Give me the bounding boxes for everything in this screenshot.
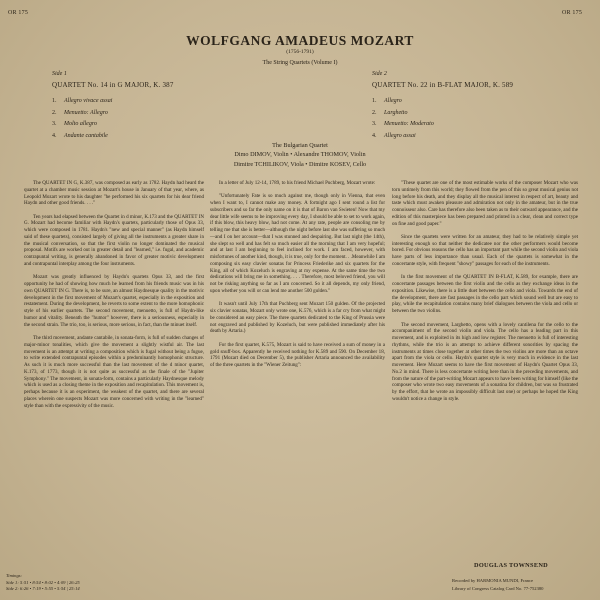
side2-quartet-title: QUARTET No. 22 in B-FLAT MAJOR, K. 589 <box>372 81 514 89</box>
movement-item: 2. Larghetto <box>372 109 408 116</box>
movement-item: 4. Allegro assai <box>372 132 416 139</box>
side2-label: Side 2 <box>372 71 387 77</box>
notes-paragraph: In the first movement of the QUARTET IN B-FLAT, K.589, for example, there are concertante passages between the first violin and the cello as they exchange ideas in the exposition. Likewise, there is a little duet between the cello and viola. Towards the end of the development, there are fast passages in the cello part which sound well but are easy to play, while the recapitulation contains many brief dialogues between the viola and cello or between the two violins. <box>392 274 578 315</box>
notes-paragraph: Mozart was greatly influenced by Haydn's quartets Opus 33, and the first opportunity he had of showing how much he learned from his friends music was in his own QUARTET IN G. There is, to be sure, an almost Haydnesque quality in the motivic development in the first movement of Mozart's quartet, especially in the exposition and restatement. During the development, he reverts to some extent to the more homophonic style of his earlier quartets. The second movement, menuetto, is full of Haydn-like humor and vitality. Beneath the "humor" however, there is a seriousness, especially in the second strain. The trio, too, is serious, more serious, in fact, than the minuet itself. <box>24 274 204 328</box>
notes-paragraph: The third movement, andante cantabile, in sonata-form, is full of sudden changes of major-minor tonalities, which give the movement a slightly wistful air. The last movement is an attempt at writing a composition which is fugal without being a fugue, to write extended contrapuntal episodes within a predominantly homophonic structure. As such it is much more successful than the last movement of the d minor quartet, K.173, of 1773, though it is not quite as successful as the finale of the "Jupiter Symphony." The movement, in sonata-form, contains a particularly Haydnesque melody which is used as a closing theme in the exposition and recapitulation. This movement is, perhaps because it is an experiment, the weakest of the quartet, and there are several places wherein one suspects Mozart was more concerned with writing in the "learned" style than with the expressivity of the music. <box>24 335 204 409</box>
movement-item: 4. Andante cantabile <box>52 132 108 139</box>
movement-item: 3. Menuetto: Moderato <box>372 121 434 127</box>
notes-column-left <box>24 180 204 416</box>
catalog-number-left: OR 175 <box>8 10 29 16</box>
notes-paragraph: "These quartet are one of the most estimable works of the composer Mozart who was torn untimely from this world; they flowed from the pen of this so great musical genius not long before his death, and they display all the musical interest in respect of art, beauty and taste which must awaken pleasure and admiration not only in the amateur, but in the true connoisseur also. Care has therefore also been taken as to their outward appearance, and the edition of this masterpiece has been prepared and printed in a clear, clean and correct type on fine and good paper." <box>392 180 578 227</box>
movement-item: 2. Menuetto: Allegro <box>52 109 108 116</box>
side1-label: Side 1 <box>52 71 67 77</box>
movement-item: 3. Molto allegro <box>52 121 97 127</box>
notes-paragraph: The second movement, Larghetto, opens with a lovely cantilena for the cello to the accompaniment of the second violin and viola. The cello has a leading part in this movement, and is exploited in its high and low register. The menuetto is full of interesting rhythms, while the trio is an attempt to achieve different sonorities by spacing the instruments at times close together at other times the two violins are more than an octave apart from the viola or cello. Haydn's quartet style is very much in evidence in the last movement. Here Mozart seems to have the first movement of Haydn's Quartet Opus 33, No.2 in mind. There is less concertante writing here than in the preceding movements, and from the nature of the part-writing Mozart appears to have been writing for himself (like the composer who wrote two easy movements of a sonatina for children, but was so frustrated by the effort, that he wrote an impossibly difficult last one) or perhaps he hoped the King wouldn't notice a change in style. <box>392 321 578 402</box>
catalog-number-right: OR 175 <box>562 10 583 16</box>
timings-side2: Side 2: 6:26 • 7:19 • 5:55 • 5:54 | 25:14 <box>6 586 80 591</box>
performers-line-2: Dimitre TCHILIKOV, Viola • Dimitre KOSEV, Cello <box>233 160 367 168</box>
recorded-by: Recorded by HARMONIA MUNDI, France <box>452 578 534 583</box>
volume-title: The String Quartets (Volume I) <box>262 60 338 66</box>
notes-paragraph: The QUARTET IN G, K.387, was composed as early as 1782. Haydn had heard the quartet at a chamber music session at Mozart's house in January of that year, where, as Leopold Mozart wrote to his daughter "he performed his six quartets for his dear friend Haydn and other good friends. . . ." <box>24 180 204 207</box>
library-catalog-number: Library of Congress Catalog Card No. 77-752380 <box>452 586 544 591</box>
notes-paragraph: In a letter of July 12-14, 1789, to his friend Michael Puchberg, Mozart wrote: <box>219 180 376 186</box>
timings-label: Timings: <box>6 573 23 578</box>
notes-paragraph: Ten years had elapsed between the Quartet in d minor, K.173 and the QUARTET IN G. Mozart had become familiar with Haydn's quartets, particularly those of Opus 33, which were composed in 1781. Haydn's "new and special manner" (as Haydn himself said of these quartets), consisted largely of giving all the instruments a greater share in the musical conversation, so that the first violin no longer dominated the musical proposal. Motifs are worked out in greater detail and "learned," i.e. fugal, and academic contrapuntal writing, is generally abandoned in favor of greater motivic development and contrapuntal interplay among the four instruments. <box>24 213 204 267</box>
composer-title: WOLFGANG AMADEUS MOZART <box>186 33 414 48</box>
timings-block <box>6 573 206 593</box>
movement-item: 1. Allegro vivace assai <box>52 98 113 104</box>
performers-block <box>150 141 450 169</box>
composer-dates: (1756-1791) <box>286 49 314 55</box>
movement-item: 1. Allegro <box>372 98 402 104</box>
side2-movement-list <box>372 96 434 142</box>
notes-paragraph: For the first quartet, K.575, Mozart is said to have received a sum of money in a gold snuff-box. Apparently he received nothing for K.589 and 590. On December 18, 1791 (Mozart died on December 5), the publisher Artaria announced the availability of the three quartets in the "Wiener Zeitung": <box>210 341 385 369</box>
side1-movement-list <box>52 96 112 142</box>
notes-author: DOUGLAS TOWNSEND <box>474 562 549 569</box>
notes-paragraph: "Unfortunately Fate is so much against me, though only in Vienna, that even when I want to, I cannot make any money. A fortnight ago I sent round a list for subscribers and so far the only name on it is that of Baron van Swieten! Now that my dear little wife seems to be improving every day, I should be able to set to work again, if this blow, this heavy blow, had not come. At any rate, people are consoling me by telling me that she is better—although the night before last she was suffering so much—and I on her account—that I was stunned and despairing. But last night (the 14th), she slept so well and has felt so much easier all the morning that I am very hopeful; and at last I am beginning to feel inclined for work. I am faced, however, with misfortunes of another kind, though, it is true, only for the moment. . .Meanwhile I am composing six easy clavier sonatas for Princess Friederike and six quartets for the King, all of which Kozeluch is engraving at my expense. At the same time the two dedications will bring me in something. . . . Therefore, most beloved friend, you will not be risking anything so far as I am concerned. So it all depends, my only friend, upon whether you will or can lend me another 500 gulden." <box>210 193 385 294</box>
credits-block <box>452 577 596 593</box>
performers-line-1: Dimo DIMOV, Violin • Alexandre THOMOV, Violin <box>234 151 366 159</box>
side1-quartet-title: QUARTET No. 14 in G MAJOR, K. 387 <box>52 81 174 89</box>
ensemble-name: The Bulgarian Quartet <box>272 142 328 149</box>
timings-side1: Side 1: 5:51 • 8:54 • 8:02 • 4:09 | 26:25 <box>6 579 80 585</box>
notes-column-middle <box>210 180 385 376</box>
notes-column-right <box>392 180 578 409</box>
notes-paragraph: It wasn't until July 17th that Puchberg sent Mozart 150 gulden. Of the projected six clavier sonatas, Mozart only wrote one, K.576, which is a far cry from what might be considered an easy piece. The three quartets dedicated to the King of Prussia were not engraved and published by Kozeluch, but were published immediately after his death by Artaria.) <box>210 301 385 335</box>
notes-paragraph: Since the quartets were written for an amateur, they had to be relatively simple yet interesting enough so that neither the dedicatee nor the other performers would become bored. For obvious reasons the cello has an important part while the second violin and viola have parts of less importance than usual. Each of the quartets is somewhat in the concertante style, with frequent "showy" passages for each of the instruments. <box>392 233 578 267</box>
